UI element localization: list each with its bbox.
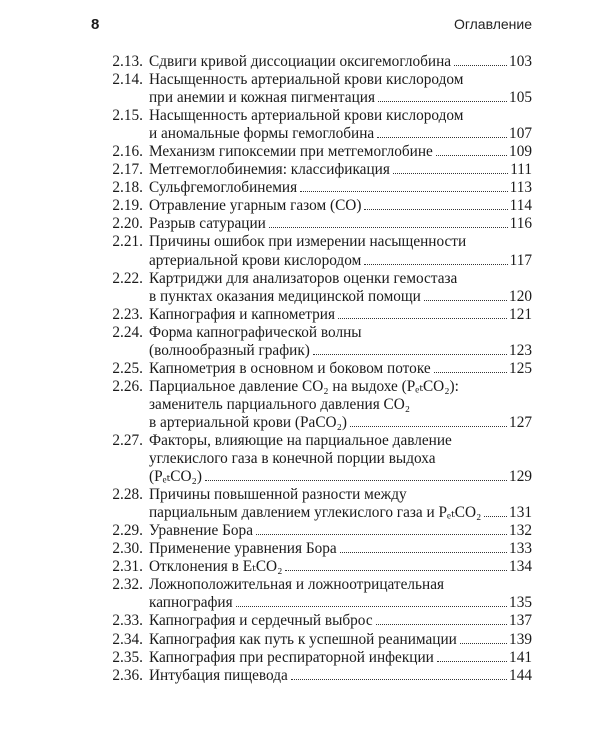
toc-page-number: 117: [509, 251, 532, 269]
toc-line-text: Картриджи для анализаторов оценки гемостаза: [149, 269, 458, 287]
toc-line-text: артериальной крови кислородом: [149, 251, 362, 269]
toc-line-text: Факторы, влияющие на парциальное давление: [149, 431, 452, 449]
dot-leader: [300, 190, 507, 192]
toc-entry[interactable]: [100, 53, 532, 71]
dot-leader: [378, 100, 507, 102]
toc-line-text: Разрыв сатурации: [149, 215, 266, 233]
toc-line-text: Капнометрия в основном и боковом потоке: [149, 359, 431, 377]
dot-leader: [377, 136, 507, 138]
toc-line-text: (волнообразный график): [149, 341, 310, 359]
toc-entry-line: [149, 306, 532, 324]
toc-line-text: парциальным давлением углекислого газа и PₑₜCO₂: [149, 504, 482, 522]
dot-leader: [236, 605, 507, 607]
toc-entry-line: [149, 540, 532, 558]
toc-entry-title: [149, 486, 532, 522]
toc-line-text: Сдвиги кривой диссоциации оксигемоглобина: [149, 53, 452, 70]
toc-entry-line: [149, 324, 532, 342]
toc-page-number: 123: [509, 341, 532, 359]
toc-page-number: 133: [509, 540, 532, 558]
toc-entry-number: 2.32.: [112, 576, 143, 594]
toc-line-text: Метгемоглобинемия: классификация: [149, 161, 390, 179]
toc-page-number: 111: [510, 161, 532, 179]
toc-line-text: и аномальные формы гемоглобина: [149, 125, 375, 143]
toc-entry-line: [149, 522, 532, 540]
toc-entry-number: 2.20.: [112, 215, 143, 233]
toc-entry-title: [149, 576, 532, 612]
dot-leader: [256, 533, 507, 535]
toc-entry[interactable]: [100, 360, 532, 378]
dot-leader: [205, 479, 507, 481]
toc-page-number: 125: [509, 359, 532, 377]
toc-line-text: Механизм гипоксемии при метгемоглобине: [149, 143, 433, 161]
toc-entry-line: [149, 125, 532, 143]
toc-entry-number: 2.33.: [112, 612, 143, 630]
running-head: Оглавление: [453, 16, 532, 32]
toc-page-number: 103: [509, 53, 532, 70]
table-of-contents: [100, 53, 532, 685]
toc-entry-title: [149, 71, 532, 107]
toc-entry-line: [149, 215, 532, 233]
toc-entry-number: 2.30.: [112, 540, 143, 558]
toc-entry[interactable]: [100, 197, 532, 215]
toc-line-text: капнография: [149, 594, 233, 612]
toc-entry-line: [149, 71, 532, 89]
toc-entry-number: 2.36.: [112, 666, 143, 684]
toc-page-number: 141: [509, 648, 532, 666]
toc-page-number: 131: [509, 504, 532, 522]
toc-page-number: 134: [509, 558, 532, 576]
toc-line-text: в пунктах оказания медицинской помощи: [149, 287, 421, 305]
toc-line-text: Причины ошибок при измерении насыщенности: [149, 233, 467, 251]
toc-line-text: Отравление угарным газом (CO): [149, 197, 362, 215]
toc-page-number: 114: [509, 197, 532, 215]
toc-entry[interactable]: [100, 71, 532, 107]
toc-entry-title: [149, 270, 532, 306]
toc-entry[interactable]: [100, 270, 532, 306]
toc-entry[interactable]: [100, 143, 532, 161]
toc-line-text: Парциальное давление CO₂ на выдохе (PₑₜCO₂):: [149, 377, 459, 395]
toc-line-text: Капнография и сердечный выброс: [149, 612, 373, 630]
dot-leader: [291, 678, 507, 680]
toc-entry-line: [149, 342, 532, 360]
dot-leader: [454, 64, 507, 66]
toc-line-text: углекислого газа в конечной порции выдоха: [149, 450, 436, 468]
toc-page-number: 109: [509, 143, 532, 161]
toc-entry-line: [149, 270, 532, 288]
toc-entry-line: [149, 143, 532, 161]
toc-line-text: Капнография при респираторной инфекции: [149, 648, 434, 666]
toc-entry-number: 2.19.: [112, 197, 143, 215]
toc-entry-line: [149, 233, 532, 251]
toc-entry-line: [149, 667, 532, 685]
toc-entry-title: [149, 143, 532, 161]
toc-entry-number: 2.25.: [112, 359, 143, 377]
toc-entry-number: 2.14.: [112, 71, 143, 89]
toc-page-number: 135: [509, 594, 532, 612]
toc-entry[interactable]: [100, 233, 532, 269]
toc-entry-title: [149, 432, 532, 486]
toc-line-text: Ложноположительная и ложноотрицательная: [149, 576, 445, 594]
dot-leader: [364, 208, 507, 210]
dot-leader: [460, 642, 507, 644]
toc-entry-number: 2.22.: [112, 269, 143, 287]
toc-entry[interactable]: [100, 107, 532, 143]
toc-entry-title: [149, 161, 532, 179]
dot-leader: [434, 371, 507, 373]
toc-entry-line: [149, 360, 532, 378]
toc-entry-line: [149, 504, 532, 522]
toc-entry-title: [149, 540, 532, 558]
toc-entry-line: [149, 649, 532, 667]
toc-entry[interactable]: [100, 486, 532, 522]
toc-entry-number: 2.15.: [112, 107, 143, 125]
toc-page-number: 107: [509, 125, 532, 143]
toc-page-number: 105: [509, 89, 532, 107]
toc-line-text: Капнография и капнометрия: [149, 305, 336, 323]
toc-page-number: 127: [509, 413, 532, 431]
dot-leader: [376, 623, 507, 625]
toc-line-text: Уравнение Бора: [149, 522, 253, 540]
toc-entry-line: [149, 432, 532, 450]
toc-page-number: 121: [509, 305, 532, 323]
toc-entry-title: [149, 233, 532, 269]
toc-entry[interactable]: [100, 667, 532, 685]
toc-entry-line: [149, 288, 532, 306]
toc-entry-number: 2.26.: [112, 377, 143, 395]
toc-entry-number: 2.16.: [112, 143, 143, 161]
toc-entry-title: [149, 378, 532, 432]
toc-entry-line: [149, 53, 532, 71]
toc-line-text: Отклонения в EₜCO₂: [149, 558, 283, 576]
toc-entry-number: 2.28.: [112, 486, 143, 504]
toc-entry-number: 2.35.: [112, 648, 143, 666]
toc-entry[interactable]: [100, 649, 532, 667]
toc-entry-number: 2.31.: [112, 558, 143, 576]
toc-entry-title: [149, 360, 532, 378]
toc-entry-line: [149, 89, 532, 107]
dot-leader: [350, 425, 507, 427]
toc-page-number: 116: [509, 215, 532, 233]
toc-entry-title: [149, 179, 532, 197]
dot-leader: [393, 172, 508, 174]
toc-entry-title: [149, 306, 532, 324]
toc-entry-line: [149, 252, 532, 270]
dot-leader: [484, 515, 507, 517]
toc-entry-line: [149, 612, 532, 630]
toc-entry[interactable]: [100, 612, 532, 630]
toc-entry[interactable]: [100, 215, 532, 233]
toc-entry-title: [149, 612, 532, 630]
toc-line-text: заменитель парциального давления CO₂: [149, 395, 411, 413]
page-header: [0, 0, 600, 40]
toc-page-number: 139: [509, 630, 532, 648]
toc-entry-line: [149, 107, 532, 125]
toc-entry-title: [149, 53, 532, 71]
toc-line-text: Интубация пищевода: [149, 666, 288, 684]
toc-entry-line: [149, 161, 532, 179]
toc-line-text: при анемии и кожная пигментация: [149, 89, 375, 107]
toc-entry[interactable]: [100, 631, 532, 649]
toc-entry-title: [149, 197, 532, 215]
toc-entry-number: 2.27.: [112, 431, 143, 449]
toc-entry-title: [149, 631, 532, 649]
page-number: 8: [91, 16, 100, 33]
toc-entry[interactable]: [100, 324, 532, 360]
toc-entry-number: 2.17.: [112, 161, 143, 179]
toc-entry-number: 2.24.: [112, 323, 143, 341]
toc-entry-title: [149, 324, 532, 360]
toc-entry-number: 2.23.: [112, 305, 143, 323]
toc-line-text: в артериальной крови (PaCO₂): [149, 413, 348, 431]
toc-entry[interactable]: [100, 576, 532, 612]
toc-entry[interactable]: [100, 522, 532, 540]
dot-leader: [364, 263, 507, 265]
toc-entry-number: 2.34.: [112, 630, 143, 648]
toc-entry-line: [149, 197, 532, 215]
toc-entry-line: [149, 378, 532, 396]
toc-page-number: 113: [509, 179, 532, 197]
toc-line-text: Насыщенность артериальной крови кислородом: [149, 71, 464, 89]
toc-line-text: Насыщенность артериальной крови кислородом: [149, 107, 464, 125]
toc-entry-title: [149, 215, 532, 233]
toc-entry-number: 2.29.: [112, 522, 143, 540]
toc-entry-title: [149, 667, 532, 685]
dot-leader: [340, 551, 507, 553]
toc-entry-line: [149, 594, 532, 612]
toc-entry[interactable]: [100, 161, 532, 179]
toc-page-number: 144: [509, 666, 532, 684]
toc-entry-title: [149, 522, 532, 540]
toc-entry[interactable]: [100, 179, 532, 197]
dot-leader: [313, 353, 507, 355]
toc-line-text: Форма капнографической волны: [149, 323, 362, 341]
dot-leader: [437, 660, 507, 662]
dot-leader: [269, 226, 508, 228]
dot-leader: [285, 569, 507, 571]
toc-page-number: 137: [509, 612, 532, 630]
toc-entry-line: [149, 179, 532, 197]
toc-entry-line: [149, 486, 532, 504]
toc-entry-title: [149, 107, 532, 143]
dot-leader: [338, 317, 507, 319]
dot-leader: [436, 154, 507, 156]
toc-line-text: Применение уравнения Бора: [149, 540, 337, 558]
toc-line-text: Причины повышенной разности между: [149, 486, 407, 504]
toc-entry-number: 2.18.: [112, 179, 143, 197]
toc-entry-line: [149, 396, 532, 414]
toc-line-text: (PₑₜCO₂): [149, 468, 202, 486]
toc-entry-line: [149, 558, 532, 576]
toc-page-number: 129: [509, 468, 532, 486]
toc-entry[interactable]: [100, 432, 532, 486]
toc-entry[interactable]: [100, 558, 532, 576]
toc-line-text: Сульфгемоглобинемия: [149, 179, 298, 197]
toc-entry[interactable]: [100, 540, 532, 558]
toc-entry-title: [149, 558, 532, 576]
toc-entry[interactable]: [100, 306, 532, 324]
toc-entry-line: [149, 576, 532, 594]
toc-entry-line: [149, 631, 532, 649]
toc-entry[interactable]: [100, 378, 532, 432]
toc-entry-line: [149, 450, 532, 468]
toc-entry-title: [149, 649, 532, 667]
toc-line-text: Капнография как путь к успешной реанимации: [149, 630, 457, 648]
toc-entry-line: [149, 468, 532, 486]
dot-leader: [424, 299, 507, 301]
toc-entry-line: [149, 414, 532, 432]
toc-entry-number: 2.13.: [112, 53, 143, 70]
toc-page-number: 120: [509, 287, 532, 305]
toc-entry-number: 2.21.: [112, 233, 143, 251]
toc-page-number: 132: [509, 522, 532, 540]
